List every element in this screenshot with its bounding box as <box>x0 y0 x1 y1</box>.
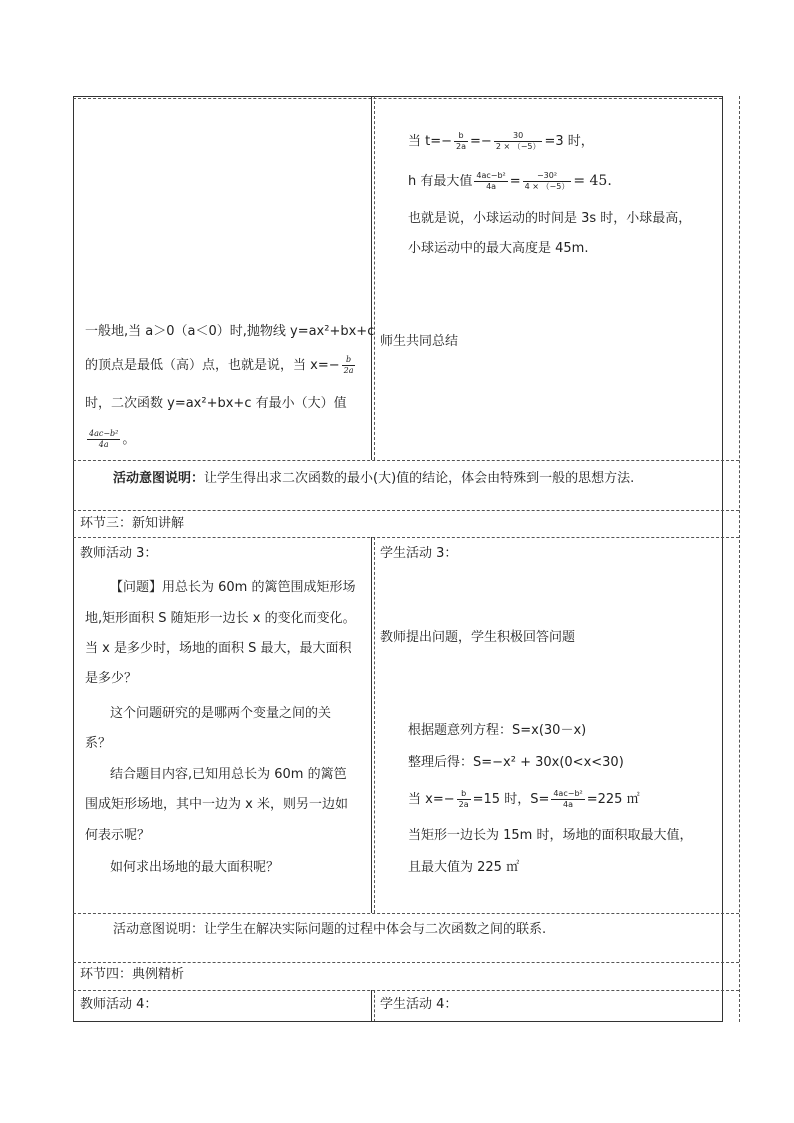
question-line-1: 这个问题研究的是哪两个变量之间的关 <box>110 706 332 721</box>
question-line-5: 何表示呢？ <box>85 828 151 843</box>
vertex-area-line: 当 x=− $\frac{b}{2a}$ =15 时，S= $\frac{\text{4ac−b²}}{4a}$ =225 ㎡ <box>408 789 640 809</box>
conclusion-line-1: 也就是说，小球运动的时间是 3s 时，小球最高， <box>408 211 692 226</box>
general-rule-line-4: $\frac{\text{4ac−b²}}{4a}$ 。 <box>89 429 136 449</box>
question-line-3: 结合题目内容,已知用总长为 60m 的篱笆 <box>110 767 347 782</box>
student-activity-4-head: 学生活动 4： <box>380 997 458 1012</box>
activity-intent-1: 活动意图说明：让学生得出求二次函数的最小(大)值的结论，体会由特殊到一般的思想方法. <box>113 471 635 486</box>
conclusion-line-2: 小球运动中的最大高度是 45m. <box>408 241 589 256</box>
general-rule-line-3: 时，二次函数 y=ax²+bx+c 有最小（大）值 <box>85 396 347 411</box>
row-separator <box>73 913 739 914</box>
column-divider-top <box>371 96 372 460</box>
problem-line-4: 是多少？ <box>85 671 138 686</box>
area-conclusion-line-2: 且最大值为 225 ㎡ <box>408 860 520 875</box>
table-left-border <box>73 96 74 1022</box>
question-line-6: 如何求出场地的最大面积呢？ <box>110 860 280 875</box>
table-bottom-border <box>73 1021 722 1022</box>
column-divider-sec4-dash <box>374 990 375 1022</box>
column-divider-sec3 <box>371 537 372 913</box>
problem-line-3: 当 x 是多少时，场地的面积 S 最大，最大面积 <box>85 641 352 656</box>
vertex-time-line: 当 t=− $\frac{b}{2a}$ =− $\frac{30}{2 \times (-5)}$ =3 时， <box>408 131 594 151</box>
table-right-border <box>722 96 723 1022</box>
margin-dashed-line <box>739 96 740 1022</box>
problem-line-2: 地,矩形面积 S 随矩形一边长 x 的变化而变化。 <box>85 611 356 626</box>
column-divider-sec3-dash <box>374 537 375 913</box>
equation-line: 根据题意列方程：S=x(30－x) <box>408 723 587 738</box>
table-top-dash <box>73 98 722 99</box>
general-rule-line-2: 的顶点是最低（高）点，也就是说，当 x=− $\frac{b}{2a}$ <box>85 355 354 375</box>
table-top-border <box>73 96 722 97</box>
teacher-activity-4-head: 教师活动 4： <box>80 997 158 1012</box>
row-separator <box>73 510 739 511</box>
teacher-activity-3-head: 教师活动 3： <box>80 546 158 561</box>
student-activity-3-head: 学生活动 3： <box>380 546 458 561</box>
row-separator <box>73 990 739 991</box>
max-height-line: h 有最大值 $\frac{\text{4ac−b²}}{4a}$ = $\frac{\text{−30²}}{4 \times (-5)}$ = 45. <box>408 171 612 191</box>
section-4-title: 环节四：典例精析 <box>80 967 185 982</box>
student-answer-intro: 教师提出问题，学生积极回答问题 <box>380 630 576 645</box>
column-divider-top-dash <box>374 96 375 460</box>
problem-line-1: 【问题】用总长为 60m 的篱笆围成矩形场 <box>110 580 356 595</box>
summary-text: 师生共同总结 <box>380 334 459 349</box>
question-line-2: 系？ <box>85 736 112 751</box>
row-separator <box>73 460 739 461</box>
simplified-equation-line: 整理后得：S=−x² + 30x(0<x<30) <box>408 755 624 770</box>
row-separator <box>73 962 739 963</box>
row-separator <box>73 537 739 538</box>
section-3-title: 环节三：新知讲解 <box>80 516 185 531</box>
column-divider-sec4 <box>371 990 372 1022</box>
question-line-4: 围成矩形场地，其中一边为 x 米，则另一边如 <box>85 797 348 812</box>
general-rule-line-1: 一般地,当 a＞0（a＜0）时,抛物线 y=ax²+bx+c <box>85 324 375 339</box>
activity-intent-2: 活动意图说明：让学生在解决实际问题的过程中体会与二次函数之间的联系. <box>113 922 547 937</box>
area-conclusion-line-1: 当矩形一边长为 15m 时，场地的面积取最大值， <box>408 828 693 843</box>
